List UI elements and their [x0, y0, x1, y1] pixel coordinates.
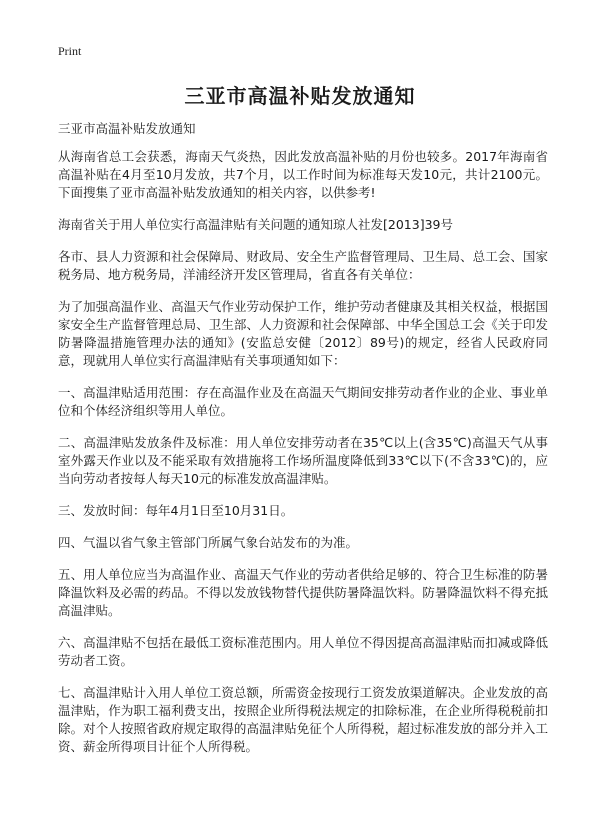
document-body	[58, 120, 548, 770]
intro-paragraph: 从海南省总工会获悉，海南天气炎热，因此发放高温补贴的月份也较多。2017年海南省高温补贴在4月至10月发放，共7个月，以工作时间为标准每天发10元，共计2100元。下面搜集了亚市高温补贴发放通知的相关内容，以供参考!	[58, 149, 548, 200]
page-title: 三亚市高温补贴发放通知	[184, 84, 416, 108]
addressee-paragraph: 各市、县人力资源和社会保障局、财政局、安全生产监督管理局、卫生局、总工会、国家税务局、地方税务局，洋浦经济开发区管理局，省直各有关单位：	[58, 249, 548, 282]
document-subtitle: 三亚市高温补贴发放通知	[58, 121, 196, 136]
print-link[interactable]: Print	[58, 44, 82, 58]
preamble-paragraph: 为了加强高温作业、高温天气作业劳动保护工作，维护劳动者健康及其相关权益，根据国家安全生产监督管理总局、卫生部、人力资源和社会保障部、中华全国总工会《关于印发防暑降温措施管理办法的通知》(安监总安健〔2012〕89号)的规定，经省人民政府同意，现就用人单位实行高温津贴有关事项通知如下：	[58, 299, 548, 368]
clause-2: 二、高温津贴发放条件及标准：用人单位安排劳动者在35℃以上(含35℃)高温天气从事室外露天作业以及不能采取有效措施将工作场所温度降低到33℃以下(不含33℃)的，应当向劳动者按每人每天10元的标准发放高温津贴。	[58, 435, 548, 486]
clause-1: 一、高温津贴适用范围：存在高温作业及在高温天气期间安排劳动者作业的企业、事业单位和个体经济组织等用人单位。	[58, 385, 548, 418]
clause-6: 六、高温津贴不包括在最低工资标准范围内。用人单位不得因提高高温津贴而扣减或降低劳动者工资。	[58, 635, 548, 668]
clause-5: 五、用人单位应当为高温作业、高温天气作业的劳动者供给足够的、符合卫生标准的防暑降温饮料及必需的药品。不得以发放钱物替代提供防暑降温饮料。防暑降温饮料不得充抵高温津贴。	[58, 567, 548, 618]
clause-3: 三、发放时间：每年4月1日至10月31日。	[58, 503, 294, 518]
clause-4: 四、气温以省气象主管部门所属气象台站发布的为准。	[58, 535, 359, 550]
clause-7: 七、高温津贴计入用人单位工资总额，所需资金按现行工资发放渠道解决。企业发放的高温津贴，作为职工福利费支出，按照企业所得税法规定的扣除标准，在企业所得税税前扣除。对个人按照省政府规定取得的高温津贴免征个人所得税，超过标准发放的部分并入工资、薪金所得项目计征个人所得税。	[58, 685, 548, 754]
notice-reference: 海南省关于用人单位实行高温津贴有关问题的通知琼人社发[2013]39号	[58, 217, 453, 232]
